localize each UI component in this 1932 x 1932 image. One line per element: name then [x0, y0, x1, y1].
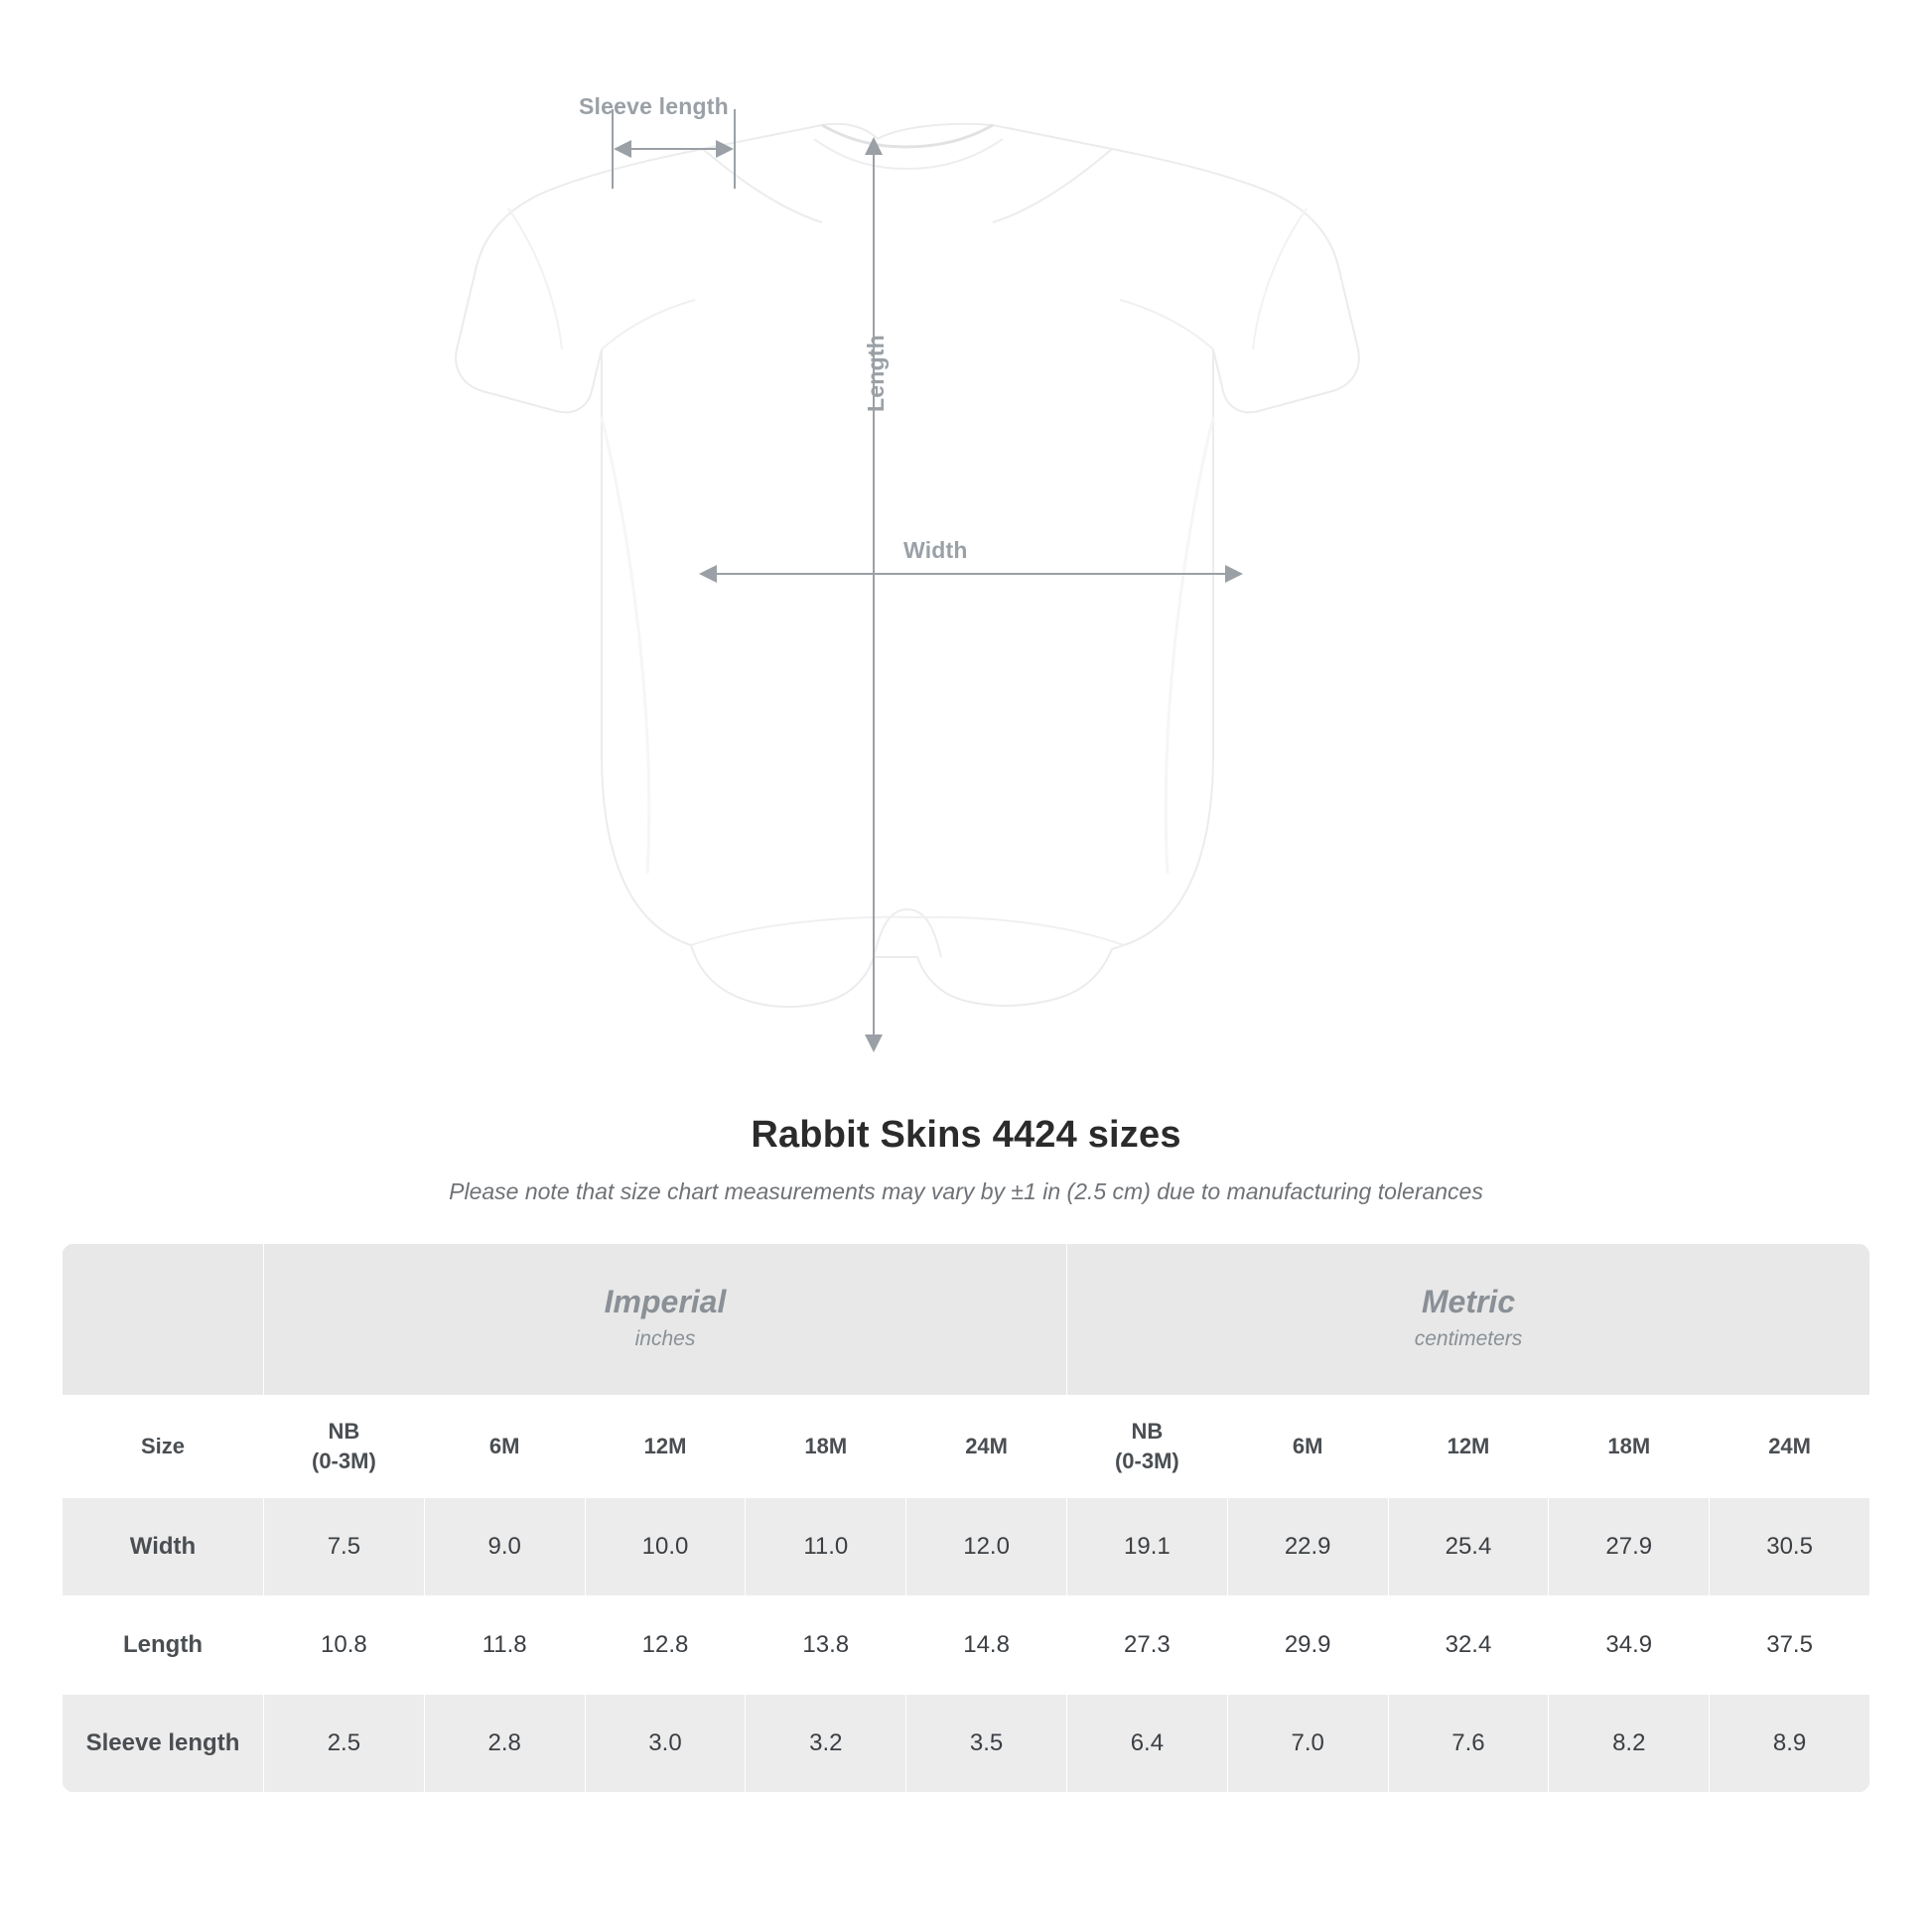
- tolerance-note: Please note that size chart measurements may vary by ±1 in (2.5 cm) due to manufacturing tolerances: [449, 1178, 1483, 1204]
- column-header-24m-metric: 24M: [1710, 1396, 1870, 1498]
- unit-group-imperial-sub: inches: [634, 1327, 696, 1350]
- cell-length-5: 27.3: [1066, 1596, 1227, 1695]
- column-header-6m-metric: 6M: [1227, 1396, 1388, 1498]
- cell-length-3: 13.8: [746, 1596, 906, 1695]
- column-header-line2: (0-3M): [312, 1449, 376, 1473]
- cell-width-2: 10.0: [585, 1498, 746, 1596]
- column-header-24m-imperial: 24M: [906, 1396, 1067, 1498]
- table-row: [63, 1695, 1870, 1793]
- size-header-cell: Size: [63, 1396, 264, 1498]
- unit-group-metric-name: Metric: [1421, 1284, 1516, 1319]
- row-label-length: Length: [63, 1596, 264, 1695]
- column-header-row: [63, 1396, 1870, 1498]
- cell-sleeve-2: 3.0: [585, 1695, 746, 1793]
- cell-sleeve-4: 3.5: [906, 1695, 1067, 1793]
- cell-sleeve-9: 8.9: [1710, 1695, 1870, 1793]
- cell-sleeve-6: 7.0: [1227, 1695, 1388, 1793]
- cell-length-0: 10.8: [264, 1596, 425, 1695]
- cell-width-4: 12.0: [906, 1498, 1067, 1596]
- cell-length-9: 37.5: [1710, 1596, 1870, 1695]
- column-header-nb-metric: [1066, 1396, 1227, 1498]
- table-row: [63, 1596, 1870, 1695]
- cell-length-4: 14.8: [906, 1596, 1067, 1695]
- length-label: Length: [863, 335, 889, 412]
- cell-sleeve-7: 7.6: [1388, 1695, 1549, 1793]
- unit-blank-cell: [63, 1244, 264, 1396]
- unit-group-row: [63, 1244, 1870, 1396]
- cell-sleeve-3: 3.2: [746, 1695, 906, 1793]
- unit-group-metric-sub: centimeters: [1414, 1327, 1523, 1350]
- cell-sleeve-5: 6.4: [1066, 1695, 1227, 1793]
- cell-width-3: 11.0: [746, 1498, 906, 1596]
- column-header-line1: NB: [328, 1419, 360, 1445]
- size-table: [62, 1243, 1870, 1793]
- column-header-18m-imperial: 18M: [746, 1396, 906, 1498]
- column-header-18m-metric: 18M: [1549, 1396, 1710, 1498]
- column-header-12m-imperial: 12M: [585, 1396, 746, 1498]
- cell-sleeve-8: 8.2: [1549, 1695, 1710, 1793]
- cell-width-6: 22.9: [1227, 1498, 1388, 1596]
- row-label-sleeve-length: Sleeve length: [63, 1695, 264, 1793]
- column-header-6m-imperial: 6M: [424, 1396, 585, 1498]
- cell-width-8: 27.9: [1549, 1498, 1710, 1596]
- column-header-nb-imperial: [264, 1396, 425, 1498]
- row-label-width: Width: [63, 1498, 264, 1596]
- unit-group-metric: [1066, 1244, 1869, 1396]
- cell-length-2: 12.8: [585, 1596, 746, 1695]
- cell-sleeve-1: 2.8: [424, 1695, 585, 1793]
- column-header-line1: NB: [1131, 1419, 1164, 1445]
- cell-width-1: 9.0: [424, 1498, 585, 1596]
- width-label: Width: [903, 537, 968, 563]
- title-block: [0, 1114, 1932, 1205]
- unit-group-imperial-name: Imperial: [604, 1284, 727, 1319]
- sleeve-length-label: Sleeve length: [579, 93, 729, 119]
- cell-width-5: 19.1: [1066, 1498, 1227, 1596]
- column-header-line2: (0-3M): [1114, 1449, 1179, 1473]
- cell-length-7: 32.4: [1388, 1596, 1549, 1695]
- table-row: [63, 1498, 1870, 1596]
- cell-width-9: 30.5: [1710, 1498, 1870, 1596]
- column-header-12m-metric: 12M: [1388, 1396, 1549, 1498]
- size-table-wrapper: [62, 1243, 1870, 1793]
- unit-group-imperial: [264, 1244, 1067, 1396]
- cell-length-6: 29.9: [1227, 1596, 1388, 1695]
- cell-sleeve-0: 2.5: [264, 1695, 425, 1793]
- onesie-shape: [456, 124, 1359, 1007]
- cell-width-0: 7.5: [264, 1498, 425, 1596]
- cell-length-1: 11.8: [424, 1596, 585, 1695]
- page-title: Rabbit Skins 4424 sizes: [751, 1114, 1181, 1156]
- cell-width-7: 25.4: [1388, 1498, 1549, 1596]
- cell-length-8: 34.9: [1549, 1596, 1710, 1695]
